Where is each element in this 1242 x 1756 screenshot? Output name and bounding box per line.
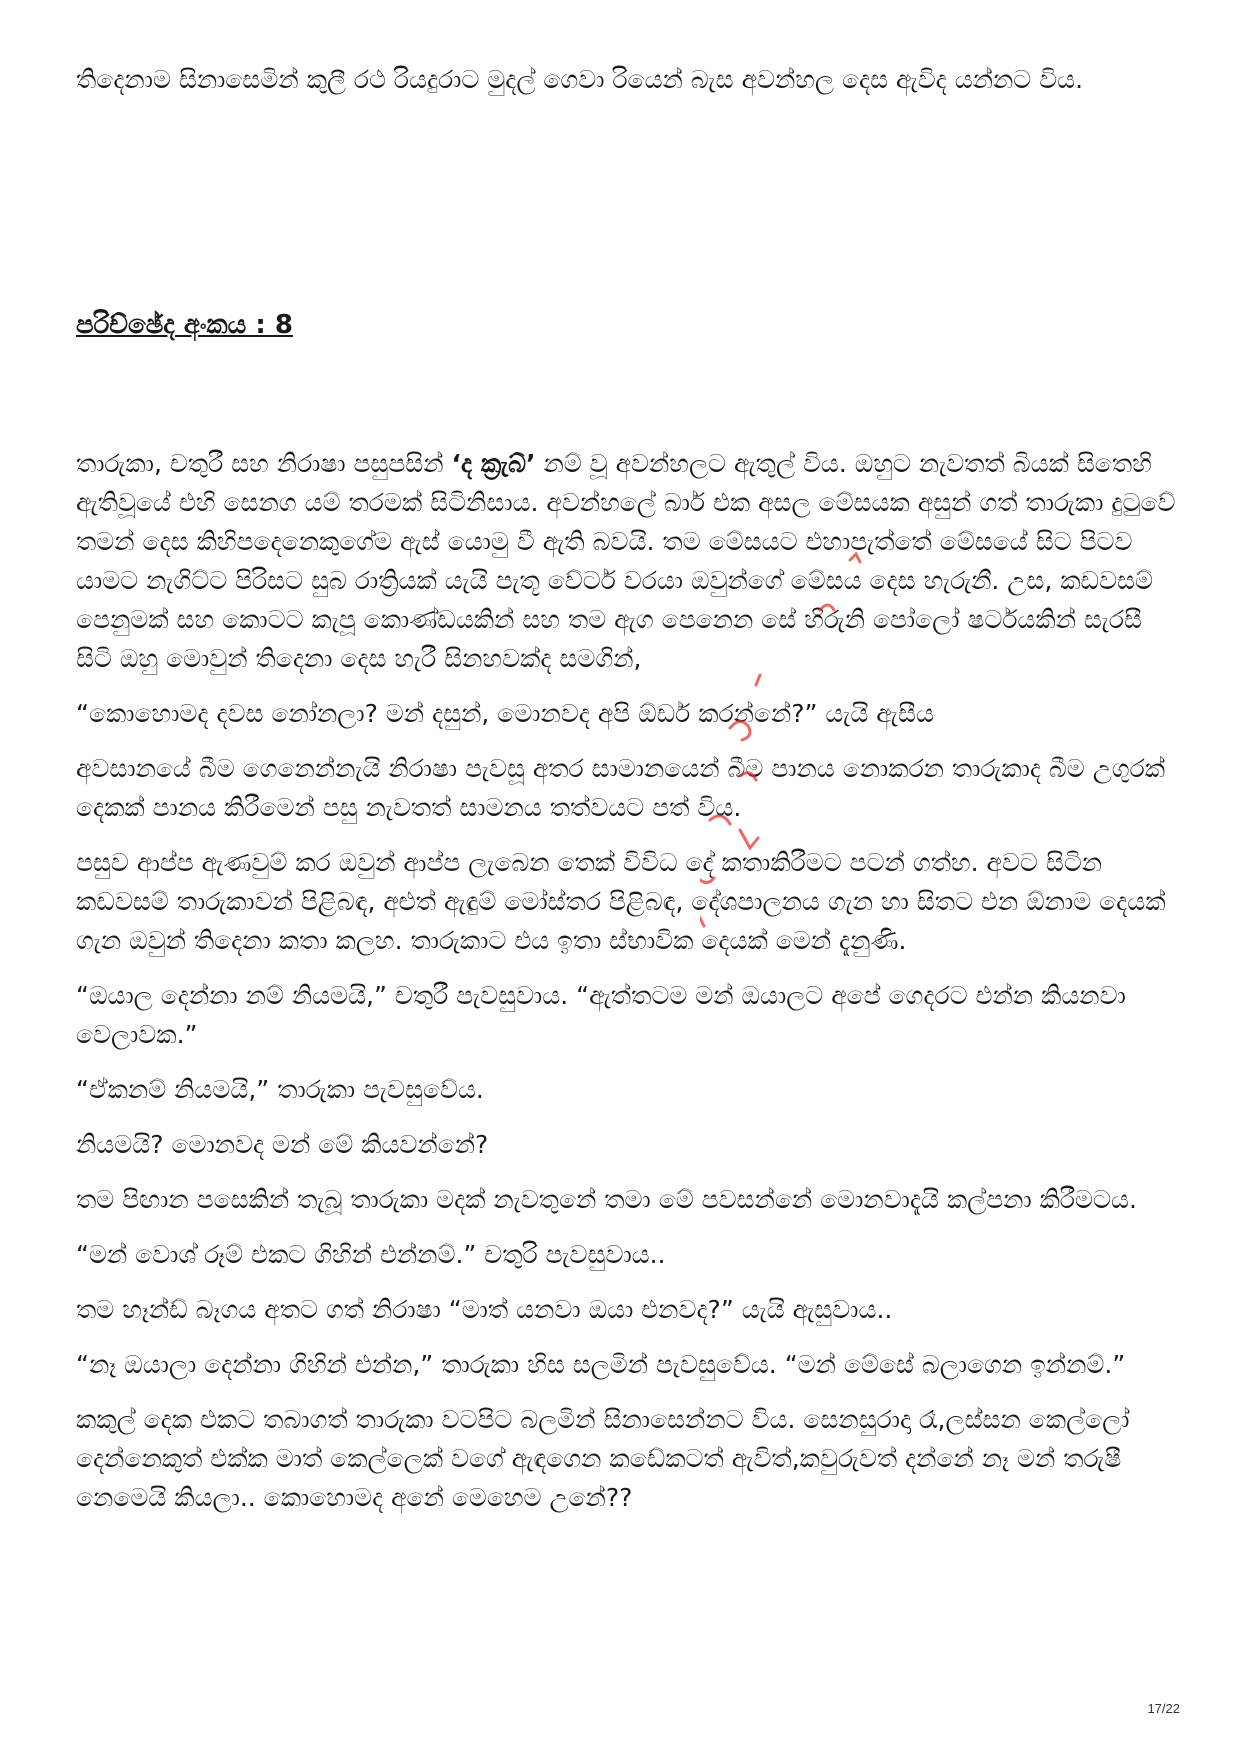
page-number: 17/22 <box>1147 1701 1180 1716</box>
intro-text-after: නම් වූ අවන්හලට ඇතුල් විය. ඔහුට නැවතත් බියක් සිතෙහි ඇතිවූයේ එහි සෙනග යම් තරමක් සිටිනිසාය. අවන්හලේ බාර් එක අසල මේසයක අසුන් ගත් තාරුකා දුටුවේ තමන් දෙස කිහිපදෙනෙකුගේම ඇස් යොමු වී ඇති බවයි. තම මේසයට එහාපැත්තේ මේසයේ සිට පිටව යාමට නැගිට්ට පිරිසට සුබ රාත්‍රියක් යැයි පැතූ වේටර් වරයා ඔවුන්ගේ මේසය දෙස හැරුනී. උස, කඩවසම් පෙනුමක් සහ කොටට කැපූ කොණ්ඩයකින් සහ තම ඇග පෙනෙන සේ හිරුනි පෝලෝ ෂර්ටයකින් සැරසී සිටි ඔහු මොවුන් තිදෙනා දෙස හැරී සිනහවක්ද සමගින්, <box>76 449 1176 673</box>
paragraph: තම පිඟාන පසෙකින් තැබූ තාරුකා මදක් නැවතුනේ තමා මේ පවසන්නේ මොනවාදැයි කල්පනා කිරීමටය. <box>76 1185 1137 1214</box>
paragraph: “කොහොමද දවස නෝනලා? මන් දසුන්, මොනවද අපි ඕඩර් කරන්නේ?” යැයි ඇසීය <box>76 699 934 728</box>
paragraph: “ඒකනම් නියමයි,” තාරුකා පැවසුවේය. <box>76 1075 484 1104</box>
paragraph: නියමයි? මොනවද මන් මේ කියවන්නේ? <box>76 1130 489 1159</box>
chapter-heading: පරිච්ඡේද අංකය : 8 <box>76 310 293 340</box>
intro-text-before: තාරුකා, චතුරී සහ නිරාෂා පසුපසින් <box>76 449 452 478</box>
paragraph: කකුල් දෙක එකට තබාගත් තාරුකා වටපිට බලමින් සිනාසෙන්නට විය. සෙනසුරාදා රෑ,ලස්සන කෙල්ලෝ දෙන්නෙකුත් එක්ක මාත් කෙල්ලෙක් වගේ ඇඳගෙන කඩේකටත් ඇවිත්,කවුරුවත් දන්නේ නෑ මන් තරුෂී නෙමෙයි කියලා.. කොහොමද අනේ මෙහෙම උනේ?? <box>76 1405 1130 1512</box>
main-text-block <box>76 444 1176 1533</box>
paragraph: “නෑ ඔයාලා දෙන්නා ගිහින් එන්න,” තාරුකා හිස සලමින් පැවසුවේය. “මන් මේසේ බලාගෙන ඉන්නම්.” <box>76 1350 1126 1379</box>
paragraph-top-1: තිදෙනාම සිනාසෙමින් කුලී රථ රියදුරාට මුදල් ගෙවා රියෙන් බැස අවන්හල දෙස ඇවිද යන්නට විය. <box>76 65 1084 94</box>
paragraph: අවසානයේ බීම ගෙනෙන්නැයි නිරාෂා පැවසූ අතර සාමානයෙන් බීම පානය නොකරන තාරුකාද බීම උගුරක් දෙකක් පානය කිරීමෙන් පසු නැවතත් සාමනය තත්වයට පත් විය. <box>76 754 1166 822</box>
paragraph: තම හෑන්ඩ් බෑගය අතට ගත් නිරාෂා “මාත් යනවා ඔයා එනවද?” යැයි ඇසුවාය.. <box>76 1295 893 1324</box>
paragraph: “ඔයාල දෙන්නා නම් නියමයි,” චතුරී පැවසුවාය. “ඇත්තටම මන් ඔයාලට අපේ ගෙදරට එන්න කියනවා වෙලාවක.” <box>76 981 1126 1049</box>
intro-paragraph <box>76 444 1176 678</box>
top-text-block <box>76 60 1176 115</box>
restaurant-name: ‘ද ක්‍රැබ්’ <box>451 449 536 478</box>
paragraph: පසුව ආප්ප ඇණවුම් කර ඔවුන් ආප්ප ලැබෙන තෙක් විවිධ දේ කතාකිරීමට පටන් ගත්හ. අවට සිටින කඩවසම් තාරුකාවන් පිළිබඳ, අළුත් ඇඳුම් මෝස්තර පිළිබඳ, දේශපාලනය ගැන හා සිතට එන ඕනාම දෙයක් ගැන ඔවුන් තිදෙනා කතා කලහ. තාරුකාට එය ඉතා ස්භාවික දෙයක් මෙන් දැනුණි. <box>76 848 1166 955</box>
paragraph: “මන් වොශ් රූම් එකට ගිහින් එන්නම්.” චතුරි පැවසුවාය.. <box>76 1240 666 1269</box>
